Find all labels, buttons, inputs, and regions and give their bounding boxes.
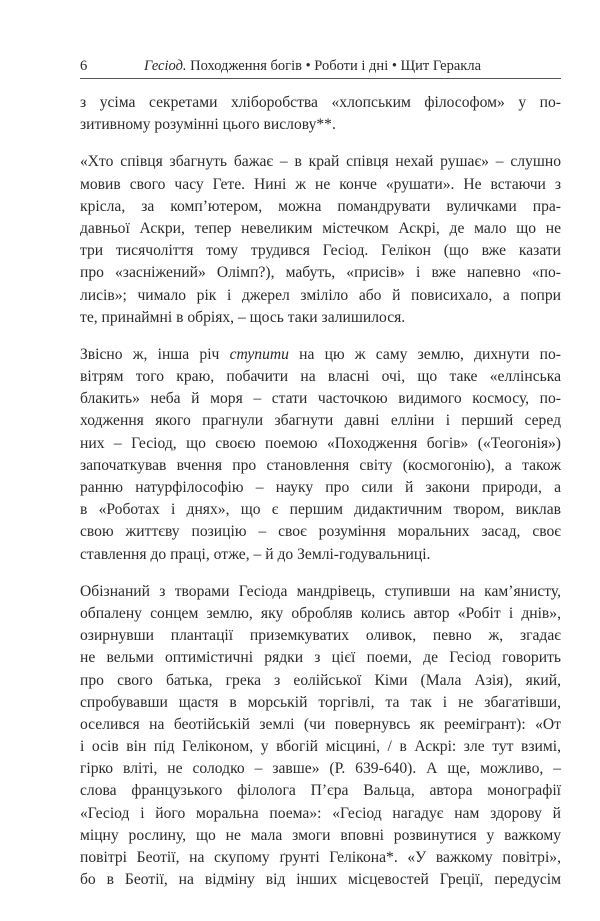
text-line: слова французького філолога П’єра Вальца, автора монографії (80, 782, 561, 800)
text-line: ходження якого прагнули збагнути давні елліни і перший серед (80, 412, 561, 430)
emphasized-word: ступити (229, 345, 289, 363)
header-rule (80, 78, 561, 79)
text-segment: на цю ж саму землю, дихнути по- (288, 345, 561, 363)
running-header (80, 58, 560, 78)
text-line: з усіма секретами хліборобства «хлопським філософом» у по- (80, 94, 561, 111)
text-line: свою життєву позицію – своє розуміння моральних засад, своє (80, 523, 561, 541)
running-title (144, 58, 481, 75)
running-title-works: Походження богів • Роботи і дні • Щит Геракла (186, 58, 482, 74)
text-line: вітрям того краю, побачити на власні очі, що таке «еллінська (80, 368, 561, 386)
text-line: «Хто співця збагнуть бажає – в край співця нехай рушає» – слушно (80, 153, 561, 171)
text-line: Обізнаний з творами Гесіода мандрівець, ступивши на кам’янисту, (80, 582, 561, 600)
text-line: озирнувши плантації приземкуватих оливок, певно ж, згадає (80, 627, 561, 645)
text-line: міцну рослину, що не мала змоги вповні розвинутися у важкому (80, 826, 561, 844)
text-line: в «Роботах і днях», що є першим дидактичним твором, виклав (80, 501, 561, 519)
text-line: «Гесіод і його моральна поема»: «Гесіод нагадує нам здорову й (80, 804, 561, 822)
body-text (80, 92, 561, 906)
text-line: бо в Беотії, на відміну від інших місцевостей Греції, передусім (80, 871, 561, 889)
text-line: про свого батька, грека з еолійської Кіми (Мала Азія), який, (80, 671, 561, 689)
paragraph (80, 151, 561, 329)
text-line: них – Гесіод, що своєю поемою «Походження богів» («Теогонія») (80, 434, 561, 452)
text-line: і осів він під Геліконом, у вбогій місцині, / в Аскрі: зле тут взимі, (80, 738, 561, 756)
text-segment: Звісно ж, інша річ (80, 345, 230, 363)
text-line: лисів»; чимало рік і джерел зміліло або й повисихало, а попри (80, 286, 561, 304)
text-line: спробувавши щастя в морській торгівлі, та так і не збагатівши, (80, 693, 561, 711)
text-line: те, принаймні в обріях, – щось таки залишилося. (80, 308, 406, 326)
text-line: давньої Аскри, тепер невеликим містечком Аскрі, де мало що не (80, 219, 561, 237)
text-line: повітрі Беотії, на скупому ґрунті Гелікона*. «У важкому повітрі», (80, 849, 561, 866)
text-line: три тисячоліття тому трудився Гесіод. Гелікон (що вже казати (80, 242, 561, 260)
paragraph (80, 344, 561, 566)
text-line: гірко вліті, не солодко – завше» (Р. 639-640). А ще, можливо, – (80, 760, 561, 778)
text-line: ранню натурфілософію – науку про сили й закони природи, а (80, 479, 561, 496)
text-line: зитивному розумінні цього вислову**. (80, 116, 336, 134)
page-number: 6 (80, 58, 88, 74)
text-line: ставлення до праці, отже, – й до Землі-годувальниці. (80, 545, 431, 563)
text-line: оселився на беотійській землі (чи повернувсь як реемігрант): «От (80, 715, 561, 733)
running-title-author: Гесіод. (144, 58, 187, 74)
text-line: не вельми оптимістичні рядки з цієї поеми, де Гесіод говорить (80, 649, 561, 667)
text-line: обпалену сонцем землю, яку обробляв колись автор «Робіт і днів», (80, 604, 561, 622)
paragraph (80, 92, 561, 136)
text-line: блакить» неба й моря – стати часточкою видимого космосу, по- (80, 390, 561, 408)
text-line: започаткував вчення про становлення світу (космогонію), а також (80, 456, 561, 474)
paragraph (80, 581, 561, 892)
text-line: крісла, за комп’ютером, можна помандрувати вуличками пра- (80, 197, 561, 215)
text-line: про «засніжений» Олімп?), мабуть, «присів» і вже напевно «по- (80, 264, 561, 282)
text-line (80, 344, 561, 366)
text-line: мовив свого часу Гете. Нині ж не конче «рушати». Не встаючи з (80, 175, 561, 193)
